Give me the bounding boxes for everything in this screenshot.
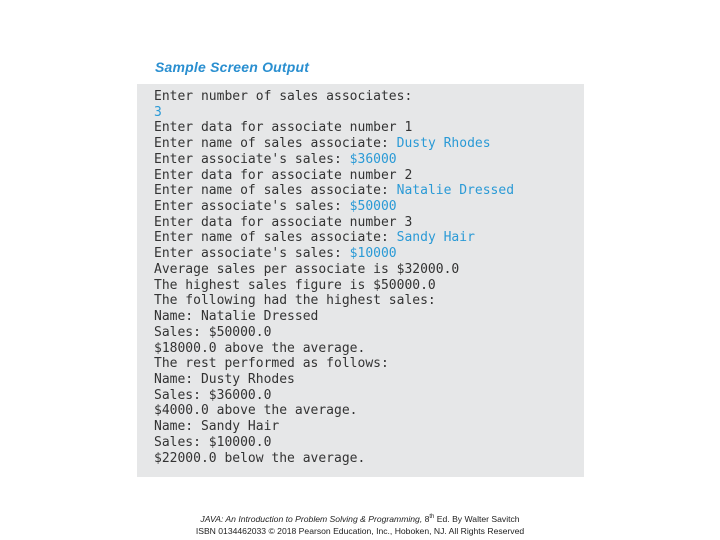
console-prompt-text: Enter number of sales associates:	[154, 89, 413, 104]
console-line	[154, 356, 574, 372]
section-heading: Sample Screen Output	[155, 59, 310, 75]
console-line	[154, 419, 574, 435]
console-line	[154, 152, 574, 168]
console-line	[154, 246, 574, 262]
console-prompt-text: Sales: $10000.0	[154, 434, 272, 450]
console-line	[154, 262, 574, 278]
console-line	[154, 451, 574, 467]
console-line	[154, 105, 574, 121]
console-prompt-text: $18000.0 above the average.	[154, 340, 366, 356]
console-prompt-text: Name: Dusty Rhodes	[154, 371, 295, 387]
console-line	[154, 215, 574, 231]
console-prompt-text: Name: Natalie Dressed	[154, 309, 319, 325]
console-prompt-text: Name: Sandy Hair	[154, 419, 280, 435]
console-user-input: $36000	[349, 151, 397, 167]
footer-citation	[0, 514, 720, 524]
console-prompt-text: The following had the highest sales:	[154, 293, 436, 309]
console-line	[154, 183, 574, 199]
console-prompt-text: Enter data for associate number 2	[154, 167, 413, 183]
console-line	[154, 230, 574, 246]
console-line	[154, 136, 574, 152]
console-line	[154, 435, 574, 451]
console-prompt-text: Enter associate's sales:	[154, 199, 350, 215]
console-prompt-text: Enter data for associate number 3	[154, 214, 413, 230]
edition-suffix: th	[429, 514, 435, 521]
console-line	[154, 309, 574, 325]
console-prompt-text: Sales: $36000.0	[154, 387, 272, 403]
console-line	[154, 372, 574, 388]
console-line	[154, 388, 574, 404]
console-prompt-text: Sales: $50000.0	[154, 324, 272, 340]
console-prompt-text: Enter name of sales associate:	[154, 230, 397, 246]
footer-copyright: ISBN 0134462033 © 2018 Pearson Education, Inc., Hoboken, NJ. All Rights Reserved	[195, 526, 525, 536]
console-line	[154, 168, 574, 184]
console-user-input: Sandy Hair	[396, 230, 475, 246]
console-line	[154, 341, 574, 357]
console-user-input: $10000	[349, 246, 397, 262]
console-user-input: Natalie Dressed	[396, 183, 515, 199]
console-user-input: $50000	[349, 199, 397, 215]
console-prompt-text: Enter data for associate number 1	[154, 120, 413, 136]
console-line	[154, 89, 574, 105]
console-user-input: Dusty Rhodes	[396, 136, 491, 152]
console-prompt-text: Enter name of sales associate:	[154, 136, 397, 152]
console-line	[154, 199, 574, 215]
console-line	[154, 403, 574, 419]
console-prompt-text: Enter associate's sales:	[154, 151, 350, 167]
console-prompt-text: Enter associate's sales:	[154, 246, 350, 262]
console-prompt-text: $4000.0 above the average.	[154, 403, 358, 419]
console-prompt-text: $22000.0 below the average.	[154, 450, 366, 466]
console-prompt-text: Average sales per associate is $32000.0	[154, 261, 460, 277]
console-line	[154, 293, 574, 309]
edition-number: 8	[422, 514, 430, 524]
console-lines	[154, 89, 574, 466]
console-line	[154, 120, 574, 136]
console-prompt-text: Enter name of sales associate:	[154, 183, 397, 199]
console-line	[154, 278, 574, 294]
console-user-input: 3	[154, 104, 162, 120]
book-title: JAVA: An Introduction to Problem Solving & Programming,	[200, 514, 423, 524]
console-line	[154, 325, 574, 341]
edition-author: Ed. By Walter Savitch	[434, 514, 520, 524]
console-prompt-text: The rest performed as follows:	[154, 356, 389, 372]
console-prompt-text: The highest sales figure is $50000.0	[154, 277, 436, 293]
